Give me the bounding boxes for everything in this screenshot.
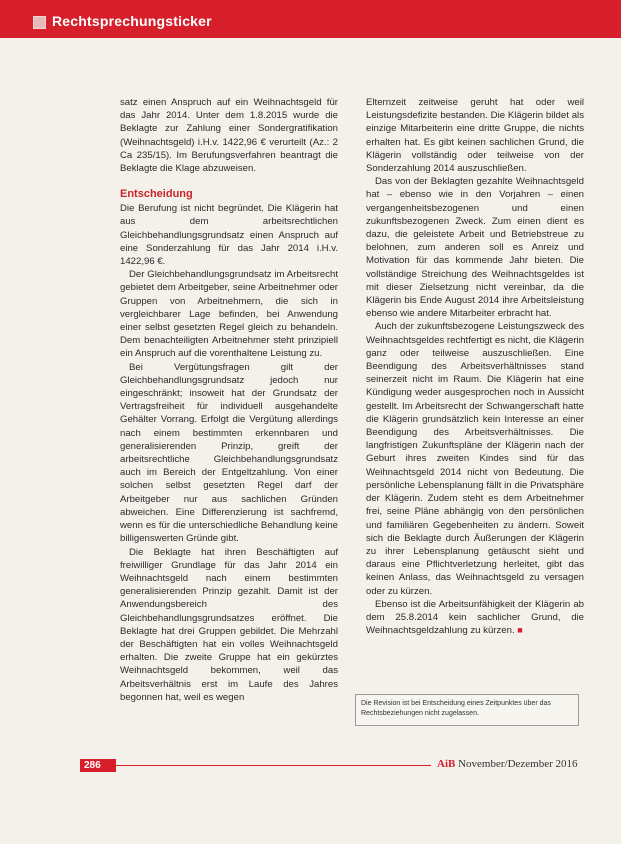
intro-paragraph: satz einen Anspruch auf ein Weihnachtsgeld für das Jahr 2014. Unter dem 1.8.2015 wurde die Beklagte zur Zahlung einer Sondergratifikation (Weihnachtsgeld) i.H.v. 1422,96 € verurteilt (Az.: 2 Ca 235/15). Im Berufungsverfahren beantragt die Beklagte die Klage abzuweisen. — [120, 97, 338, 175]
paragraph: Auch der zukunftsbezogene Leistungszweck des Weihnachtsgeldes rechtfertigt es nicht, die Klägerin ganz oder teilweise auszuschließen. Eine Beendigung des Arbeitsverhältnisses stand seinerzeit nicht im Raum. Die Klägerin hat eine Kündigung weder ausgesprochen noch in Aussicht gestellt. Im Arbeitsrecht der Schwangerschaft hatte die Klägerin grundsätzlich kein Interesse an einer Beendigung des Arbeitsverhältnisses. Die langfristigen Zukunftspläne der Klägerin nach der Geburt ihres zweiten Kindes sind für das Weihnachtsgeld 2014 nicht von Bedeutung. Die persönliche Lebensplanung fällt in die Privatsphäre der Klägerin. Zudem steht es dem Arbeitnehmer frei, seine Pläne abhängig von den persönlichen und familiären Gegebenheiten zu ändern. Soweit sich die Beklagte durch Äußerungen der Klägerin zu ihrer Lebensplanung getäuscht sieht und daraus eine Pflichtverletzung herleitet, gibt das keinen Anlass, das Weihnachtsgeld zu versagen oder zu kürzen. — [366, 321, 584, 597]
paragraph: Der Gleichbehandlungsgrundsatz im Arbeitsrecht gebietet dem Arbeitgeber, seine Arbeitnehmer oder Gruppen von Arbeitnehmern, die sich in vergleichbarer Lage befinden, bei Anwendung einer selbst gesetzten Regel gleich zu behandeln. Dem benachteiligten Arbeitnehmer steht prinzipiell ein Anspruch auf die vorenthaltene Leistung zu. — [120, 269, 338, 360]
left-column — [120, 96, 338, 704]
footer-rule — [116, 765, 431, 766]
section-square-icon — [33, 16, 46, 29]
page-number: 286 — [80, 759, 116, 772]
paragraph: Das von der Beklagten gezahlte Weihnachtsgeld hat – ebenso wie in den Vorjahren – einen vergangenheitsbezogenen und einen zukunftsbezogenen Zweck. Zum einen dient es dazu, die geleistete Arbeit und Betriebstreue zu belohnen, zum anderen soll es Anreiz und Motivation für das kommende Jahr bieten. Die vollständige Streichung des Weihnachtsgeldes ist mit dieser Zielsetzung nicht vereinbar, da die Klägerin bis Ende August 2014 ihre Arbeitsleistung ebenso wie andere Mitarbeiter erbracht hat. — [366, 176, 584, 320]
journal-issue: November/Dezember 2016 — [458, 758, 578, 770]
paragraph — [366, 598, 584, 638]
paragraph: Die Berufung ist nicht begründet. Die Klägerin hat aus dem arbeitsrechtlichen Gleichbehandlungsgrundsatz einen Anspruch auf eine Sonderzahlung für das Jahr 2014 i.H.v. 1422,96 €. — [120, 203, 338, 268]
paragraph-text: Ebenso ist die Arbeitsunfähigkeit der Klägerin ab dem 25.8.2014 kein sachlicher Grund, die Weihnachtsgeldzahlung zu kürzen. — [366, 598, 584, 637]
paragraph: Die Beklagte hat ihren Beschäftigten auf freiwilliger Grundlage für das Jahr 2014 ein Weihnachtsgeld nach einem bestimmten generalisierenden Prinzip gezahlt. Damit ist der Anwendungsbereich des Gleichbehandlungsgrundsatzes eröffnet. Die Beklagte hat drei Gruppen gebildet. Die Mehrzahl der Beschäftigten hat ein volles Weihnachtsgeld erhalten. Die zweite Gruppe hat ein gekürztes Weihnachtsgeld bekommen, weil das Arbeitsverhältnis erst im Laufe des Jahres begonnen hat, weil es wegen — [120, 546, 338, 703]
end-mark: ■ — [517, 625, 523, 636]
section-title: Rechtsprechungsticker — [52, 13, 212, 29]
note-text: Die Revision ist bei Entscheidung eines Zeitpunktes über das Rechtsbeziehungen nicht zugelassen. — [361, 700, 551, 717]
paragraph: Bei Vergütungsfragen gilt der Gleichbehandlungsgrundsatz jedoch nur eingeschränkt; insoweit hat der Grundsatz der Vertragsfreiheit für individuell ausgehandelte Gehälter Vorrang. Erfolgt die Vergütung allerdings nach einem bestimmten erkennbaren und generalisierenden Prinzip, greift der arbeitsrechtliche Gleichbehandlungsgrundsatz auch im Bereich der Entgeltzahlung. Von einer solchen selbst gesetzten Regel darf der Arbeitgeber nur aus sachlichen Gründen abweichen. Eine Differenzierung ist sachfremd, wenn es für die unterschiedliche Behandlung keine billigenswerten Gründe gibt. — [120, 361, 338, 545]
header-bar — [0, 0, 621, 38]
right-column — [366, 96, 584, 637]
section-heading: Entscheidung — [120, 188, 193, 201]
journal-reference — [437, 758, 578, 770]
note-box — [355, 694, 579, 726]
journal-abbreviation: AiB — [437, 758, 456, 770]
paragraph: Elternzeit zeitweise geruht hat oder weil Leistungsdefizite bestanden. Die Klägerin bildet als einzige Mitarbeiterin eine dritte Gruppe, die nichts erhalten hat. Es gibt keinen sachlichen Grund, die Klägerin vollständig oder teilweise von der Sonderzahlung 2014 auszuschließen. — [366, 97, 584, 175]
